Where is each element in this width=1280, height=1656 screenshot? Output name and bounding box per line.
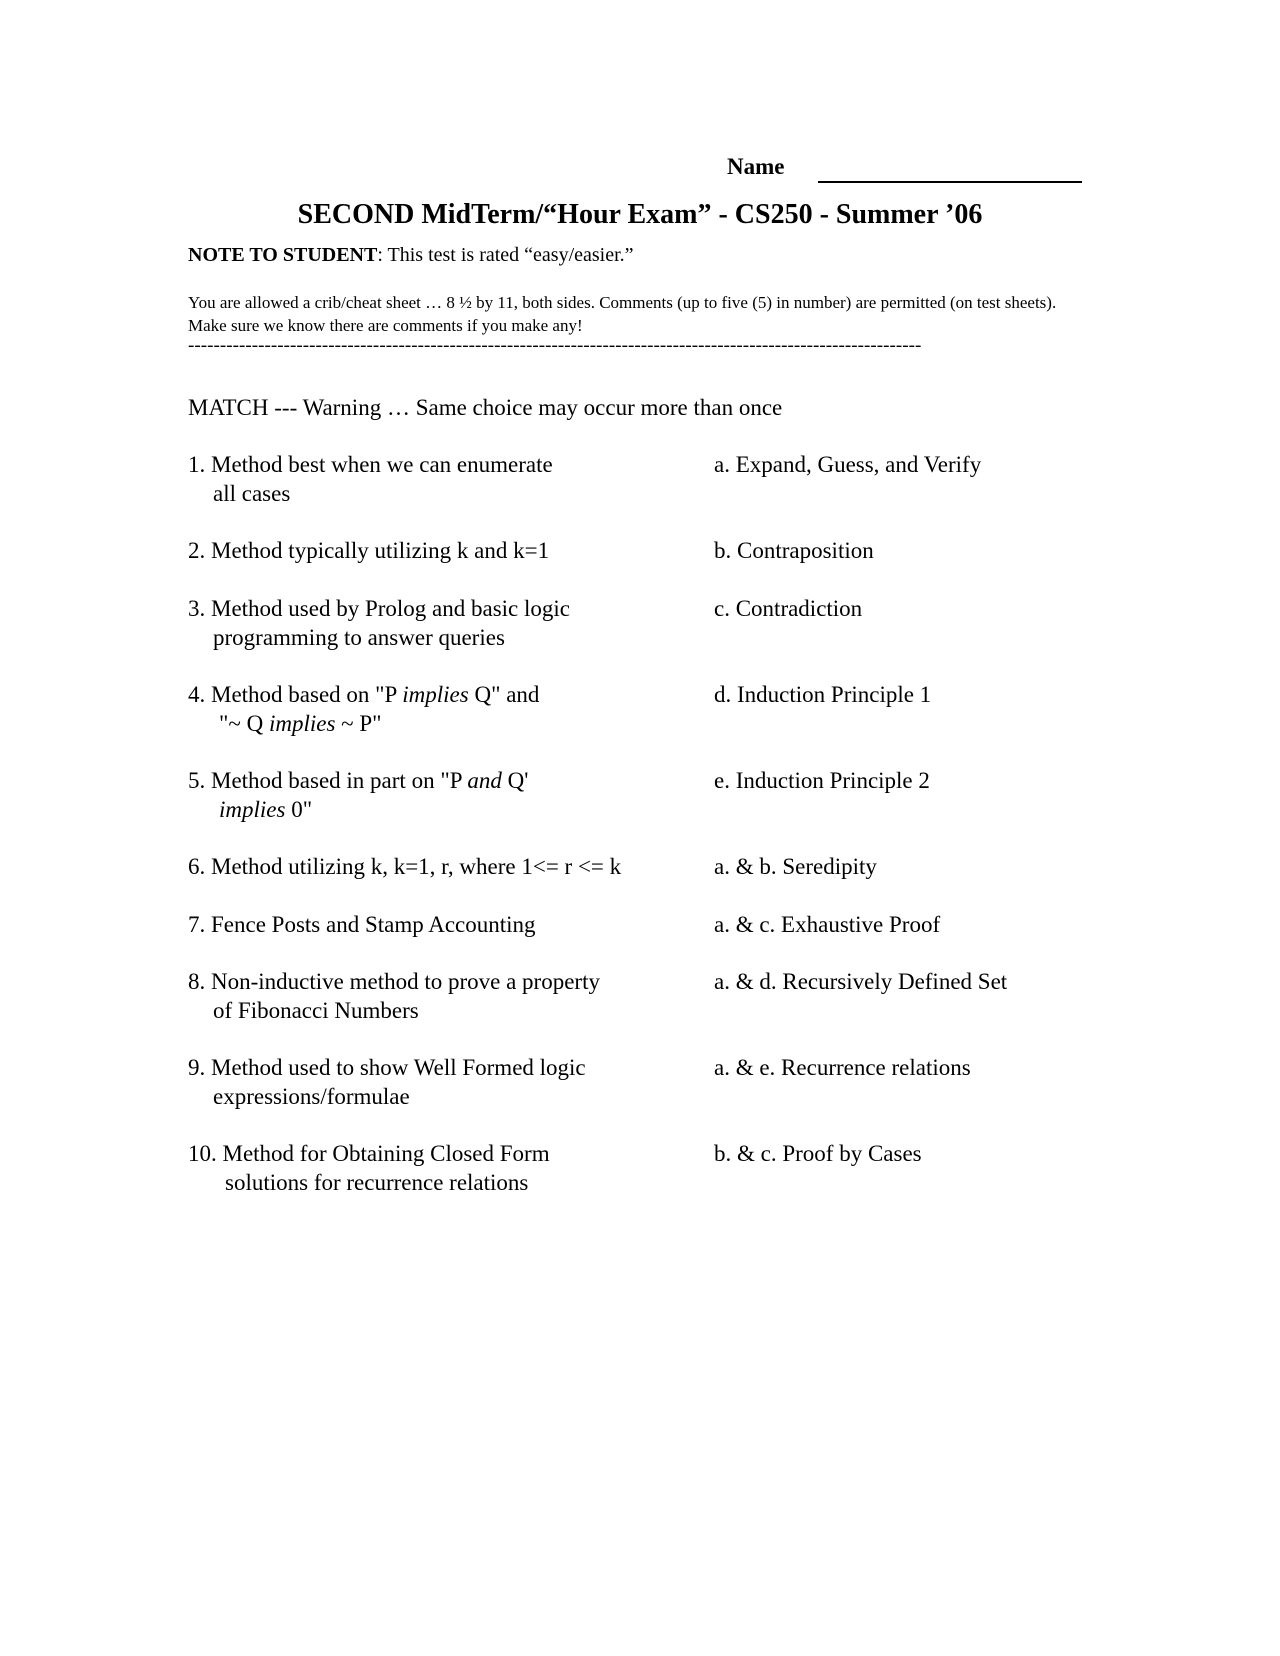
note-colon: : xyxy=(377,244,383,266)
choice-a-c: a. & c. Exhaustive Proof xyxy=(714,912,941,937)
question-text-cont: expressions/formulae xyxy=(213,1084,410,1109)
choice-a-d: a. & d. Recursively Defined Set xyxy=(714,969,1008,994)
question-text: 6. Method utilizing k, k=1, r, where 1<= r <= k xyxy=(188,854,622,879)
question-5 xyxy=(188,766,528,824)
q5-implies: implies xyxy=(219,797,286,822)
choice-a: a. Expand, Guess, and Verify xyxy=(714,452,982,477)
question-text-cont xyxy=(188,709,539,738)
question-3 xyxy=(188,594,570,652)
question-7 xyxy=(188,910,536,939)
question-4 xyxy=(188,680,539,738)
choice-c: c. Contradiction xyxy=(714,596,863,621)
choice-b: b. Contraposition xyxy=(714,538,874,563)
choice-b-c: b. & c. Proof by Cases xyxy=(714,1141,922,1166)
name-label: Name xyxy=(727,154,785,179)
q4-implies: implies xyxy=(402,682,469,707)
question-text-cont: solutions for recurrence relations xyxy=(225,1170,529,1195)
separator-line: ------------------------------------------------------------------------------------------------------------------- xyxy=(188,335,922,356)
question-text-cont: all cases xyxy=(213,481,291,506)
q5-and: and xyxy=(467,768,502,793)
question-text: 9. Method used to show Well Formed logic xyxy=(188,1055,586,1080)
question-text-cont: programming to answer queries xyxy=(213,625,505,650)
exam-title: SECOND MidTerm/“Hour Exam” - CS250 - Summer ’06 xyxy=(297,199,983,230)
choice-e: e. Induction Principle 2 xyxy=(714,768,930,793)
name-blank-line xyxy=(818,181,1082,183)
question-text: 1. Method best when we can enumerate xyxy=(188,452,553,477)
question-2 xyxy=(188,536,549,565)
note-text: This test is rated “easy/easier.” xyxy=(382,244,634,266)
question-text-cont xyxy=(188,795,528,824)
choice-a-b: a. & b. Seredipity xyxy=(714,854,877,879)
q4-part-f: ~ P" xyxy=(335,711,382,736)
note-label: NOTE TO STUDENT xyxy=(188,244,378,266)
question-text: 8. Non-inductive method to prove a property xyxy=(188,969,600,994)
q5-part-c: Q' xyxy=(501,768,529,793)
question-text xyxy=(188,682,539,707)
q4-part-a: 4. Method based on "P xyxy=(188,682,403,707)
question-text-cont: of Fibonacci Numbers xyxy=(213,998,419,1023)
question-text xyxy=(188,768,528,793)
q4-part-c: Q" and xyxy=(468,682,540,707)
question-text: 3. Method used by Prolog and basic logic xyxy=(188,596,571,621)
question-9 xyxy=(188,1053,586,1111)
question-1 xyxy=(188,450,553,508)
q4-part-d: "~ Q xyxy=(219,711,269,736)
choice-d: d. Induction Principle 1 xyxy=(714,682,932,707)
question-6 xyxy=(188,852,621,881)
question-text: 10. Method for Obtaining Closed Form xyxy=(188,1141,550,1166)
instructions: You are allowed a crib/cheat sheet … 8 ½ by 11, both sides. Comments (up to five (5) in number) are permitted (on test sheets). Make sure we know there are comments if you make any! xyxy=(188,293,1057,335)
match-heading: MATCH --- Warning … Same choice may occur more than once xyxy=(188,395,783,420)
choice-a-e: a. & e. Recurrence relations xyxy=(714,1055,971,1080)
q5-part-a: 5. Method based in part on "P xyxy=(188,768,468,793)
question-10 xyxy=(188,1139,550,1197)
question-8 xyxy=(188,967,600,1025)
question-text: 7. Fence Posts and Stamp Accounting xyxy=(188,912,536,937)
question-text: 2. Method typically utilizing k and k=1 xyxy=(188,538,550,563)
note-to-student xyxy=(188,244,634,267)
q4-implies-2: implies xyxy=(268,711,336,736)
q5-part-e: 0" xyxy=(285,797,313,822)
